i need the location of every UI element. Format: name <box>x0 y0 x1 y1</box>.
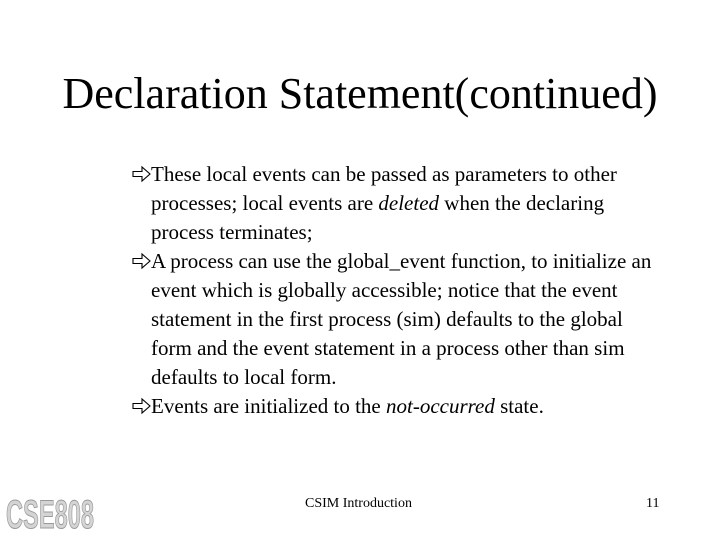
page-number: 11 <box>646 496 660 511</box>
outline-arrow-icon <box>132 165 152 183</box>
bullet-item-1 <box>132 160 652 247</box>
bullet-1-emphasis: deleted <box>378 191 440 215</box>
bullet-1-text-b: when the declaring process terminates; <box>151 191 605 244</box>
slide-title: Declaration Statement(continued) <box>62 69 658 118</box>
bullet-1-text-a: These local events can be passed as parameters to other processes; local events are <box>151 162 617 215</box>
outline-arrow-icon <box>132 397 152 415</box>
bullet-item-3 <box>132 392 652 421</box>
bullet-2-text: A process can use the global_event function, to initialize an event which is globally accessible; notice that the event statement in the first process (sim) defaults to the global form and the event statement in a process other than sim defaults to local form. <box>151 249 652 389</box>
bullet-3-emphasis: not-occurred <box>386 394 495 418</box>
outline-arrow-icon <box>132 252 152 270</box>
bullet-item-2 <box>132 247 652 392</box>
bullet-list <box>132 160 652 421</box>
logo-text: CSE808 <box>6 493 95 537</box>
bullet-3-text-b: state. <box>494 394 544 418</box>
bullet-3-text-a: Events are initialized to the <box>151 394 386 418</box>
cse808-logo <box>4 488 96 537</box>
footer-title: CSIM Introduction <box>305 496 412 511</box>
